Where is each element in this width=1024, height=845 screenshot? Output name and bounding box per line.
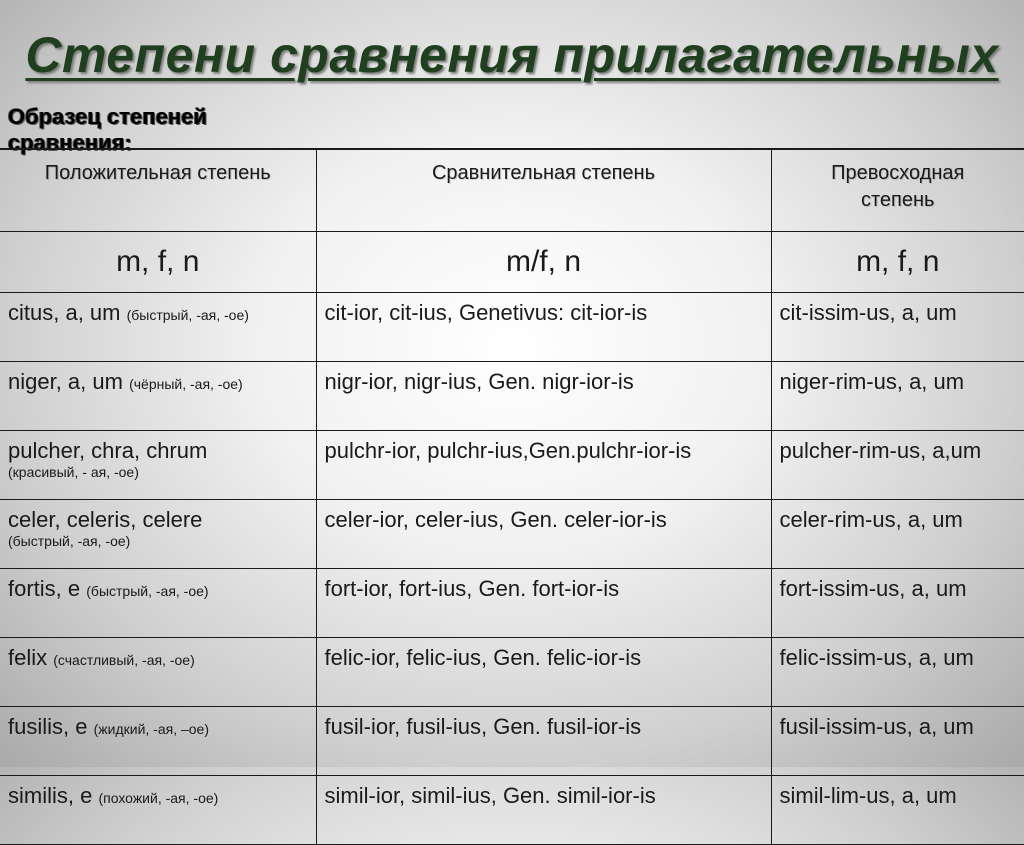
gender-row	[0, 232, 1024, 293]
positive-form: citus, a, um	[8, 300, 121, 325]
header-row	[0, 149, 1024, 232]
comparative-cell: celer-ior, celer-ius, Gen. celer-ior-is	[316, 500, 771, 569]
positive-form: pulcher, chra, chrum	[8, 438, 208, 463]
table-row	[0, 638, 1024, 707]
positive-cell	[0, 500, 316, 569]
positive-cell	[0, 638, 316, 707]
superlative-cell: cit-issim-us, a, um	[771, 293, 1024, 362]
positive-cell	[0, 707, 316, 776]
comparative-cell: cit-ior, cit-ius, Genetivus: cit-ior-is	[316, 293, 771, 362]
table-row	[0, 707, 1024, 776]
comparative-cell: felic-ior, felic-ius, Gen. felic-ior-is	[316, 638, 771, 707]
superlative-cell: simil-lim-us, a, um	[771, 776, 1024, 845]
superlative-cell: niger-rim-us, a, um	[771, 362, 1024, 431]
superlative-cell: celer-rim-us, a, um	[771, 500, 1024, 569]
table-row	[0, 500, 1024, 569]
comparative-cell: fusil-ior, fusil-ius, Gen. fusil-ior-is	[316, 707, 771, 776]
positive-form: fusilis, e	[8, 714, 88, 739]
translation-note: (красивый, - ая, -ое)	[8, 464, 139, 480]
positive-form: niger, a, um	[8, 369, 123, 394]
table-row	[0, 776, 1024, 845]
superlative-cell: fort-issim-us, a, um	[771, 569, 1024, 638]
superlative-cell: pulcher-rim-us, a,um	[771, 431, 1024, 500]
table-row	[0, 362, 1024, 431]
table-row	[0, 431, 1024, 500]
translation-note: (счастливый, -ая, -ое)	[53, 652, 195, 668]
positive-cell	[0, 569, 316, 638]
comparative-cell: nigr-ior, nigr-ius, Gen. nigr-ior-is	[316, 362, 771, 431]
positive-cell	[0, 293, 316, 362]
slide-title: Степени сравнения прилагательных	[25, 27, 999, 83]
comparative-cell: simil-ior, simil-ius, Gen. simil-ior-is	[316, 776, 771, 845]
gender-comparative: m/f, n	[316, 232, 771, 293]
positive-cell	[0, 431, 316, 500]
comparative-cell: fort-ior, fort-ius, Gen. fort-ior-is	[316, 569, 771, 638]
superlative-cell: fusil-issim-us, a, um	[771, 707, 1024, 776]
positive-cell	[0, 776, 316, 845]
translation-note: (быстрый, -ая, -ое)	[86, 583, 209, 599]
gender-positive: m, f, n	[0, 232, 316, 293]
header-positive: Положительная степень	[0, 149, 316, 232]
comparison-table	[0, 148, 1024, 845]
translation-note: (похожий, -ая, -ое)	[98, 790, 219, 806]
positive-form: fortis, e	[8, 576, 81, 601]
translation-note: (чёрный, -ая, -ое)	[129, 376, 243, 392]
positive-form: similis, e	[8, 783, 93, 808]
header-superlative: Превосходная степень	[771, 149, 1024, 232]
translation-note: (быстрый, -ая, -ое)	[8, 533, 131, 549]
superlative-cell: felic-issim-us, a, um	[771, 638, 1024, 707]
positive-form: felix	[8, 645, 48, 670]
table-row	[0, 569, 1024, 638]
translation-note: (жидкий, -ая, –ое)	[93, 721, 209, 737]
positive-cell	[0, 362, 316, 431]
positive-form: celer, celeris, celere	[8, 507, 203, 532]
translation-note: (быстрый, -ая, -ое)	[126, 307, 249, 323]
header-comparative: Сравнительная степень	[316, 149, 771, 232]
sample-subtitle: Образец степеней сравнения:	[8, 104, 207, 155]
comparative-cell: pulchr-ior, pulchr-ius,Gen.pulchr-ior-is	[316, 431, 771, 500]
gender-superlative: m, f, n	[771, 232, 1024, 293]
table-row	[0, 293, 1024, 362]
